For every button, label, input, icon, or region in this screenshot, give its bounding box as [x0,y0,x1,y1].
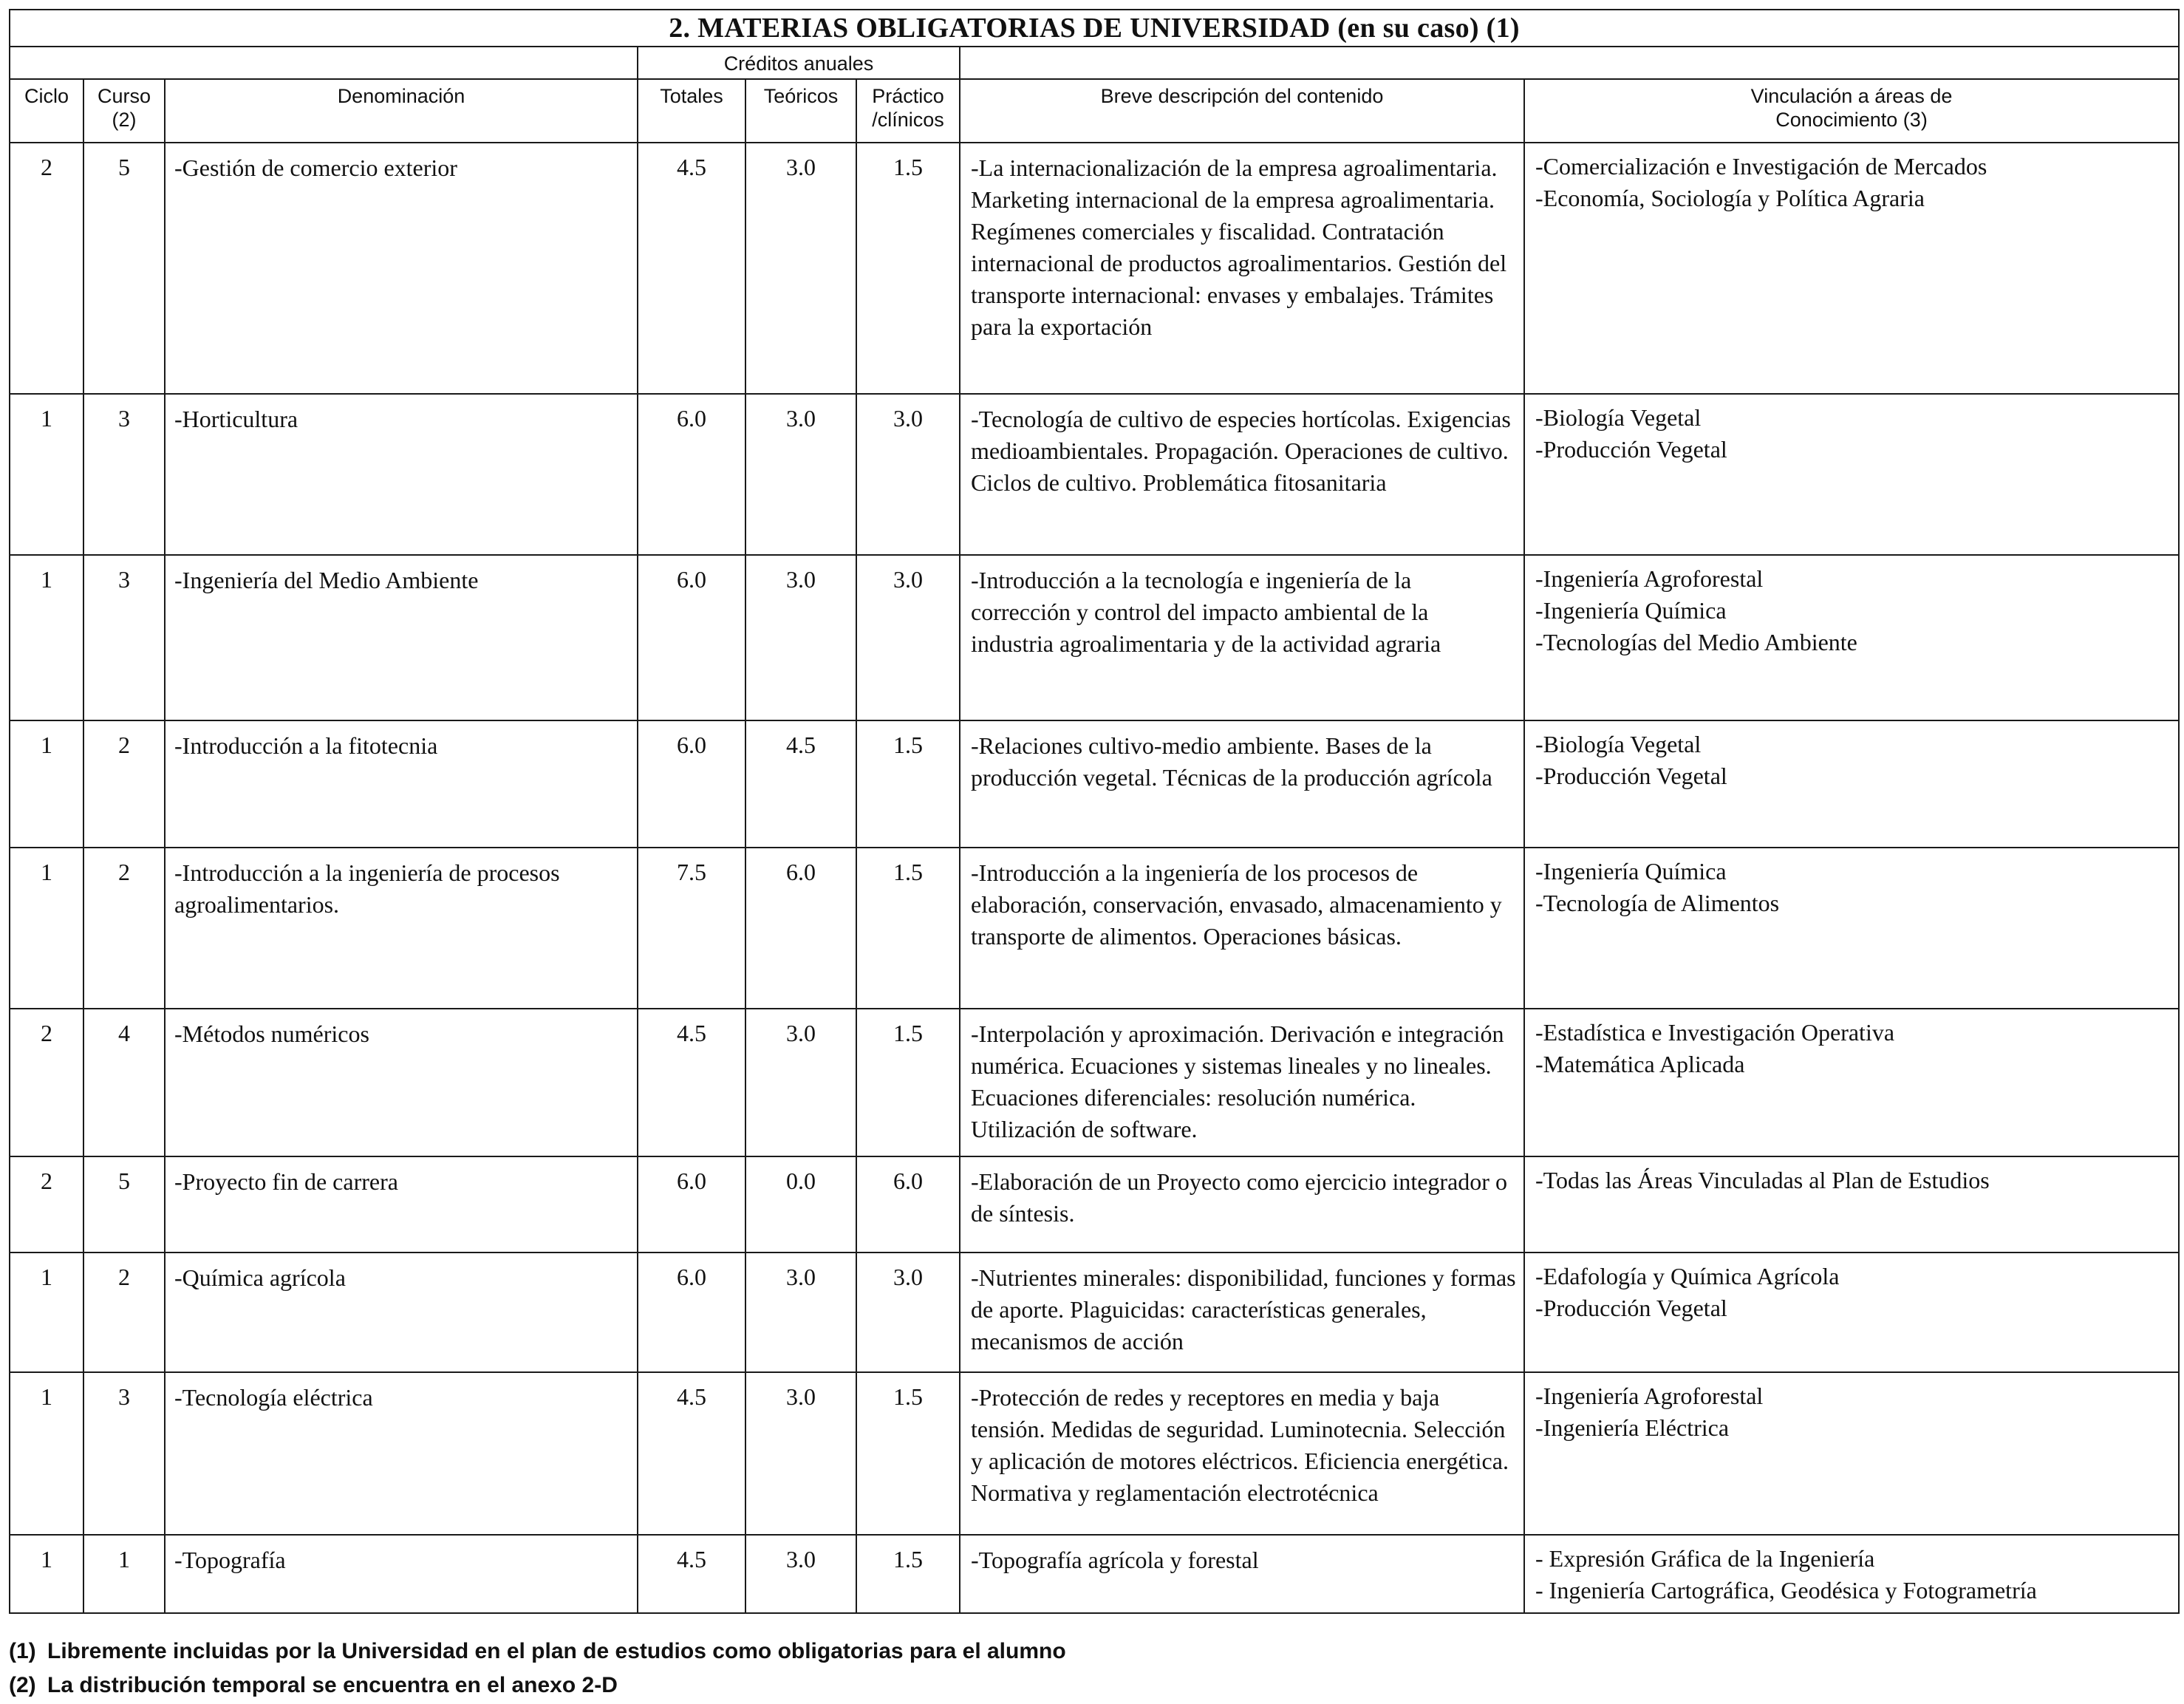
descripcion-cell: -Introducción a la tecnología e ingeniería de la corrección y control del impacto ambiental de la industria agroalimentaria y de la actividad agraria [960,555,1524,720]
descripcion-cell: -Interpolación y aproximación. Derivación e integración numérica. Ecuaciones y sistemas lineales y no lineales. Ecuaciones diferenciales: resolución numérica. Utilización de software. [960,1009,1524,1156]
area-item: - Ingeniería Cartográfica, Geodésica y Fotogrametría [1535,1577,2037,1604]
totales-cell: 6.0 [638,1253,745,1372]
vinculacion-cell [1524,394,2179,555]
area-item: -Tecnología de Alimentos [1535,890,1780,916]
header-ciclo: Ciclo [10,79,83,143]
vinculacion-cell [1524,1372,2179,1535]
teoricos-cell: 6.0 [745,848,856,1009]
totales-cell: 7.5 [638,848,745,1009]
area-item: -Comercialización e Investigación de Mercados [1535,153,1987,180]
header-denominacion: Denominación [165,79,638,143]
header-blank-right [960,47,2179,79]
descripcion-cell: -Nutrientes minerales: disponibilidad, funciones y formas de aporte. Plaguicidas: características generales, mecanismos de acción [960,1253,1524,1372]
descripcion-cell: -Topografía agrícola y forestal [960,1535,1524,1613]
table-row [10,848,2179,1009]
header-teoricos: Teóricos [745,79,856,143]
area-item: -Ingeniería Química [1535,858,1727,885]
table-row [10,1156,2179,1253]
table-title: 2. MATERIAS OBLIGATORIAS DE UNIVERSIDAD (en su caso) (1) [10,10,2179,47]
ciclo-cell: 1 [10,1253,83,1372]
totales-cell: 6.0 [638,1156,745,1253]
area-item: -Producción Vegetal [1535,436,1727,463]
header-columns-row [10,79,2179,143]
practicos-cell: 1.5 [856,848,960,1009]
descripcion-cell: -Tecnología de cultivo de especies hortícolas. Exigencias medioambientales. Propagación. Operaciones de cultivo. Ciclos de cultivo. Problemática fitosanitaria [960,394,1524,555]
footnote-mark: (2) [9,1673,36,1697]
totales-cell: 4.5 [638,1372,745,1535]
curso-cell: 3 [83,394,165,555]
vinculacion-cell [1524,1535,2179,1613]
table-row [10,1372,2179,1535]
table-row [10,1009,2179,1156]
practicos-cell: 1.5 [856,1535,960,1613]
practicos-cell: 1.5 [856,1372,960,1535]
ciclo-cell: 2 [10,1009,83,1156]
header-descripcion: Breve descripción del contenido [960,79,1524,143]
table-row [10,1535,2179,1613]
curso-cell: 5 [83,1156,165,1253]
practicos-cell: 3.0 [856,394,960,555]
practicos-cell: 6.0 [856,1156,960,1253]
denominacion-cell: -Métodos numéricos [165,1009,638,1156]
teoricos-cell: 3.0 [745,1253,856,1372]
area-item: -Edafología y Química Agrícola [1535,1263,1840,1289]
teoricos-cell: 3.0 [745,1009,856,1156]
footnote [9,1669,1066,1703]
totales-cell: 4.5 [638,1535,745,1613]
area-item: -Producción Vegetal [1535,763,1727,789]
curso-cell: 2 [83,1253,165,1372]
teoricos-cell: 4.5 [745,720,856,848]
totales-cell: 4.5 [638,1009,745,1156]
denominacion-cell: -Horticultura [165,394,638,555]
header-curso: Curso (2) [83,79,165,143]
totales-cell: 6.0 [638,394,745,555]
descripcion-cell: -Relaciones cultivo-medio ambiente. Bases de la producción vegetal. Técnicas de la producción agrícola [960,720,1524,848]
denominacion-cell: -Introducción a la fitotecnia [165,720,638,848]
denominacion-cell: -Química agrícola [165,1253,638,1372]
teoricos-cell: 3.0 [745,143,856,394]
descripcion-cell: -Protección de redes y receptores en media y baja tensión. Medidas de seguridad. Luminotecnia. Selección y aplicación de motores eléctricos. Eficiencia energética. Normativa y reglamentación electrotécnica [960,1372,1524,1535]
denominacion-cell: -Proyecto fin de carrera [165,1156,638,1253]
curso-cell: 5 [83,143,165,394]
curso-cell: 2 [83,720,165,848]
descripcion-cell: -Elaboración de un Proyecto como ejercicio integrador o de síntesis. [960,1156,1524,1253]
vinculacion-cell [1524,848,2179,1009]
table-row [10,143,2179,394]
footnote-mark: (1) [9,1639,36,1663]
denominacion-cell: -Topografía [165,1535,638,1613]
area-item: -Matemática Aplicada [1535,1051,1745,1077]
denominacion-cell: -Ingeniería del Medio Ambiente [165,555,638,720]
descripcion-cell: -Introducción a la ingeniería de los procesos de elaboración, conservación, envasado, almacenamiento y transporte de alimentos. Operaciones básicas. [960,848,1524,1009]
ciclo-cell: 1 [10,1372,83,1535]
table-row [10,1253,2179,1372]
denominacion-cell: -Gestión de comercio exterior [165,143,638,394]
area-item: -Estadística e Investigación Operativa [1535,1019,1895,1046]
area-item: -Tecnologías del Medio Ambiente [1535,629,1857,655]
footnote-text: La distribución temporal se encuentra en el anexo 2-D [47,1673,618,1697]
descripcion-cell: -La internacionalización de la empresa agroalimentaria. Marketing internacional de la empresa agroalimentaria. Regímenes comerciales y fiscalidad. Contratación internacional de productos agroalimentarios. Gestión del transporte internacional: envases y embalajes. Trámites para la exportación [960,143,1524,394]
document-sheet [9,9,2178,1614]
practicos-cell: 3.0 [856,555,960,720]
denominacion-cell: -Tecnología eléctrica [165,1372,638,1535]
header-practicos: Práctico /clínicos [856,79,960,143]
totales-cell: 6.0 [638,555,745,720]
teoricos-cell: 0.0 [745,1156,856,1253]
practicos-cell: 1.5 [856,143,960,394]
practicos-cell: 1.5 [856,720,960,848]
table-row [10,555,2179,720]
curso-cell: 3 [83,1372,165,1535]
ciclo-cell: 1 [10,1535,83,1613]
teoricos-cell: 3.0 [745,555,856,720]
subjects-table [9,9,2180,1614]
practicos-cell: 3.0 [856,1253,960,1372]
area-item: -Ingeniería Agroforestal [1535,565,1764,592]
vinculacion-cell [1524,555,2179,720]
area-item: -Producción Vegetal [1535,1295,1727,1321]
curso-cell: 2 [83,848,165,1009]
vinculacion-cell [1524,1009,2179,1156]
vinculacion-cell [1524,720,2179,848]
area-item: -Economía, Sociología y Política Agraria [1535,185,1925,211]
area-item: -Biología Vegetal [1535,404,1702,431]
table-row [10,394,2179,555]
table-row [10,720,2179,848]
header-creditos-anuales: Créditos anuales [638,47,960,79]
ciclo-cell: 1 [10,720,83,848]
header-totales: Totales [638,79,745,143]
totales-cell: 4.5 [638,143,745,394]
header-blank-left [10,47,638,79]
area-item: -Biología Vegetal [1535,731,1702,757]
footnotes [9,1635,1066,1703]
area-item: -Ingeniería Agroforestal [1535,1383,1764,1409]
teoricos-cell: 3.0 [745,394,856,555]
denominacion-cell: -Introducción a la ingeniería de procesos agroalimentarios. [165,848,638,1009]
curso-cell: 4 [83,1009,165,1156]
vinculacion-cell [1524,1253,2179,1372]
ciclo-cell: 1 [10,848,83,1009]
totales-cell: 6.0 [638,720,745,848]
area-item: -Todas las Áreas Vinculadas al Plan de Estudios [1535,1167,1990,1193]
header-vinculacion: Vinculación a áreas de Conocimiento (3) [1524,79,2179,143]
curso-cell: 3 [83,555,165,720]
footnote-text: Libremente incluidas por la Universidad en el plan de estudios como obligatorias para el alumno [47,1639,1066,1663]
ciclo-cell: 1 [10,394,83,555]
teoricos-cell: 3.0 [745,1535,856,1613]
header-credits-row [10,47,2179,79]
vinculacion-cell [1524,143,2179,394]
area-item: - Expresión Gráfica de la Ingeniería [1535,1545,1875,1572]
title-row [10,10,2179,47]
area-item: -Ingeniería Eléctrica [1535,1414,1730,1441]
ciclo-cell: 1 [10,555,83,720]
ciclo-cell: 2 [10,143,83,394]
area-item: -Ingeniería Química [1535,597,1727,624]
footnote [9,1635,1066,1669]
practicos-cell: 1.5 [856,1009,960,1156]
vinculacion-cell [1524,1156,2179,1253]
curso-cell: 1 [83,1535,165,1613]
teoricos-cell: 3.0 [745,1372,856,1535]
ciclo-cell: 2 [10,1156,83,1253]
